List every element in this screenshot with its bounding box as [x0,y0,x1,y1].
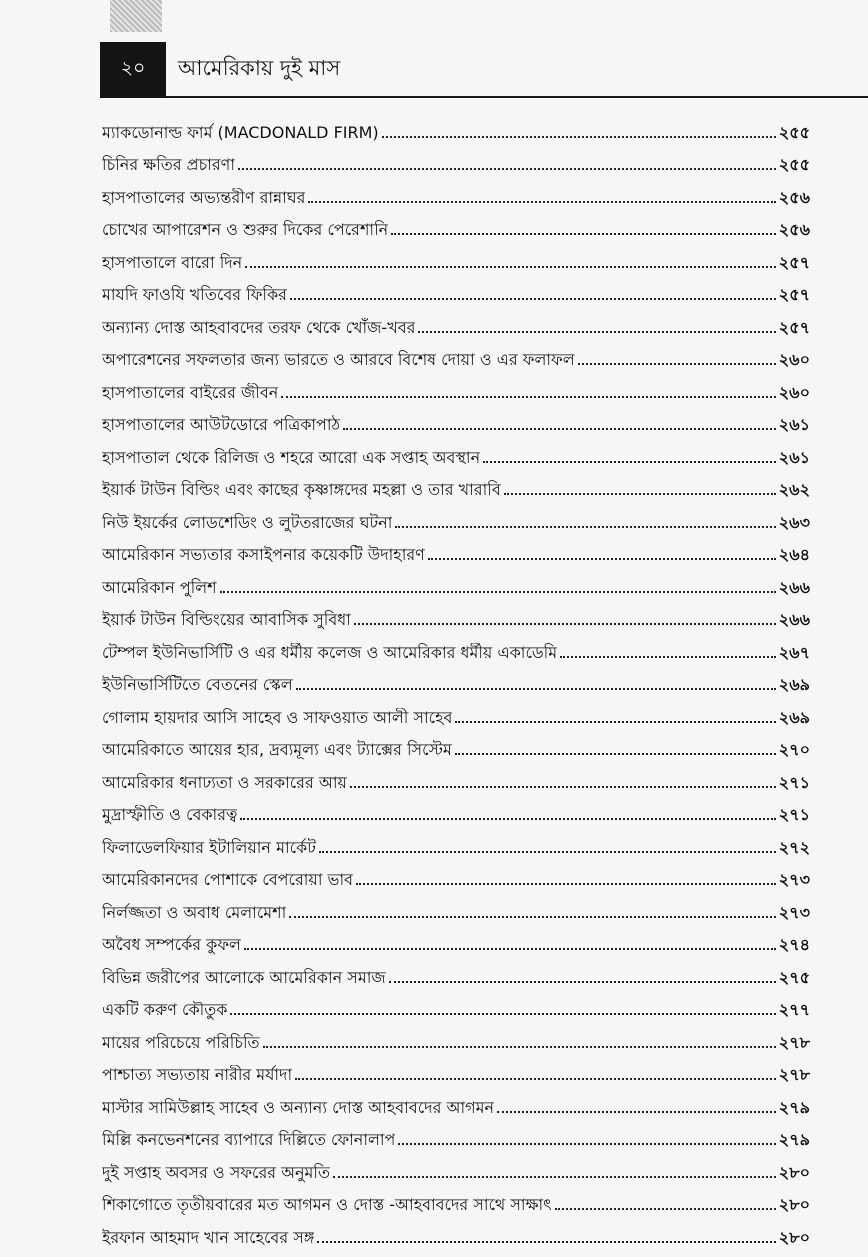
toc-entry-page: ২৮০ [778,1195,810,1214]
toc-entry-title: ইউনিভার্সিটিতে বেতনের স্কেল [102,675,293,694]
dot-leader [281,396,775,398]
toc-entry [102,598,810,631]
toc-entry-page: ২৬৭ [778,642,810,662]
toc-entry-page: ২৫৭ [778,252,810,272]
toc-entry-title: গোলাম হায়দার আসি সাহেব ও সাফওয়াত আলী সাহেব [102,707,453,727]
toc-entry-title: আমেরিকান পুলিশ [102,577,217,597]
toc-entry-page: ২৫৫ [778,155,810,174]
dot-leader [333,1176,776,1178]
dot-leader [343,428,776,430]
page-header [100,42,868,98]
toc-entry-page: ২৬৬ [778,610,810,629]
toc-entry-title: মাস্টার সামিউল্লাহ সাহেব ও অন্যান্য দোস্ত আহবাবদের আগমন [102,1097,495,1117]
toc-entry-title: অন্যান্য দোস্ত আহবাবদের তরফ থেকে খোঁজ-খবর [102,317,416,337]
dot-leader [245,266,776,268]
toc-entry [102,565,810,598]
toc-entry-title: হাসপাতাল থেকে রিলিজ ও শহরে আরো এক সপ্তাহ অবস্থান [102,447,481,467]
toc-entry [102,1118,810,1151]
toc-entry-page: ২৬৯ [778,675,810,694]
dot-leader [244,948,776,950]
toc-entry [102,208,810,241]
dot-leader [354,623,776,625]
toc-entry-page: ২৭১ [778,805,810,824]
toc-entry [102,143,810,176]
toc-entry-page: ২৬১ [778,415,810,434]
toc-entry [102,923,810,956]
toc-entry [102,760,810,793]
toc-entry-page: ২৭৯ [778,1097,810,1117]
book-title: আমেরিকায় দুই মাস [178,56,341,80]
toc-entry [102,890,810,923]
toc-entry [102,695,810,728]
toc-entry-title: মায়ের পরিচেয়ে পরিচিতি [102,1032,260,1052]
toc-entry-title: চোখের আপারেশন ও শুরুর দিকের পেরেশানি [102,220,389,239]
dot-leader [319,851,776,853]
toc-entry-page: ২৫৬ [778,187,810,207]
dot-leader [398,1143,775,1145]
toc-entry-title: ম্যাকডোনাল্ড ফার্ম (MACDONALD FIRM) [102,122,379,142]
dot-leader [391,233,776,235]
toc-entry-title: দুই সপ্তাহ অবসর ও সফরের অনুমতি [102,1162,330,1182]
toc-entry-title: একটি করুণ কৌতুক [102,1000,228,1019]
toc-entry-page: ২৫৫ [778,122,810,142]
dot-leader [238,168,776,170]
dot-leader [483,461,776,463]
toc-entry [102,1085,810,1118]
toc-entry [102,1020,810,1053]
toc-entry [102,1215,810,1248]
toc-entry-page: ২৭০ [778,740,810,759]
toc-entry [102,825,810,858]
toc-entry-page: ২৭৭ [778,1000,810,1019]
dot-leader [560,656,776,658]
toc-entry [102,663,810,696]
toc-entry-page: ২৬১ [778,447,810,467]
toc-entry [102,630,810,663]
toc-entry-title: শিকাগোতে তৃতীয়বারের মত আগমন ও দোস্ত -আহবাবদের সাথে সাক্ষাৎ [102,1195,552,1214]
toc-entry-title: নিউ ইয়র্কের লোডশেডিং ও লুটতরাজের ঘটনা [102,512,393,532]
toc-entry [102,500,810,533]
toc-entry-page: ২৭২ [778,837,810,857]
dot-leader [382,136,776,138]
toc-entry-title: নির্লজ্জতা ও অবাধ মেলামেশা [102,902,287,922]
toc-entry-title: হাসপাতালের বাইরের জীবন [102,382,279,402]
toc-entry-title: অবৈধ সম্পর্কের কুফল [102,935,241,954]
toc-entry-page: ২৬০ [778,382,810,402]
toc-entry-title: আমেরিকার ধনাঢ্যতা ও সরকারের আয় [102,772,347,792]
toc-entry-page: ২৬৯ [778,707,810,727]
dot-leader [395,526,775,528]
toc-entry [102,175,810,208]
toc-entry [102,955,810,988]
dot-leader [497,1111,776,1113]
toc-entry-page: ২৫৭ [778,317,810,337]
toc-entry [102,793,810,826]
toc-entry [102,728,810,761]
dot-leader [418,331,775,333]
toc-entry-title: মুদ্রাস্ফীতি ও বেকারত্ব [102,805,238,824]
dot-leader [578,363,776,365]
dot-leader [504,493,776,495]
dot-leader [350,786,776,788]
toc-entry-title: আমেরিকাতে আয়ের হার, দ্রব্যমূল্য এবং ট্যাক্সের সিস্টেম [102,740,452,759]
dot-leader [428,558,776,560]
dot-leader [230,1013,775,1015]
toc-entry-page: ২৬৬ [778,577,810,597]
toc-entry-page: ২৮০ [778,1162,810,1182]
toc-entry-title: টেম্পল ইউনিভার্সিটি ও এর ধর্মীয় কলেজ ও আমেরিকার ধর্মীয় একাডেমি [102,642,558,662]
toc-entry-title: মিল্লি কনভেনশনের ব্যাপারে দিল্লিতে ফোনালাপ [102,1130,396,1149]
dot-leader [555,1208,776,1210]
toc-entry-page: ২৬৪ [778,545,810,564]
toc-entry [102,533,810,566]
scan-corner-mark [110,0,162,32]
dot-leader [290,298,776,300]
toc-entry-title: হাসপাতালের আউটডোরে পত্রিকাপাঠ [102,415,341,434]
toc-entry-page: ২৬২ [778,480,810,499]
toc-entry-page: ২৭৮ [778,1065,810,1084]
toc-entry-title: চিনির ক্ষতির প্রচারণা [102,155,235,174]
toc-entry-page: ২৭১ [778,772,810,792]
toc-entry-title: হাসপাতালে বারো দিন [102,252,243,272]
toc-entry-page: ২৭৩ [778,902,810,922]
toc-entry [102,338,810,371]
toc-entry [102,273,810,306]
toc-entry-page: ২৭৮ [778,1032,810,1052]
toc-entry [102,858,810,891]
toc-entry [102,1150,810,1183]
toc-entry-title: আমেরিকান সভ্যতার কসাইপনার কয়েকটি উদাহারণ [102,545,425,564]
dot-leader [289,916,776,918]
table-of-contents [102,110,810,1248]
toc-entry [102,1183,810,1216]
dot-leader [455,721,775,723]
toc-entry [102,110,810,143]
toc-entry-page: ২৬০ [778,350,810,369]
toc-entry [102,240,810,273]
dot-leader [220,591,776,593]
toc-entry-title: ফিলাডেলফিয়ার ইটালিয়ান মার্কেট [102,837,316,857]
dot-leader [308,201,775,203]
dot-leader [356,883,776,885]
toc-entry-page: ২৮০ [778,1227,810,1247]
dot-leader [240,818,775,820]
dot-leader [389,981,776,983]
toc-entry-title: পাশ্চাত্য সভ্যতায় নারীর মর্যাদা [102,1065,293,1084]
toc-entry-title: বিভিন্ন জরীপের আলোকে আমেরিকান সমাজ [102,967,386,987]
toc-entry-page: ২৭৩ [778,870,810,889]
page-number: ২০ [100,42,166,98]
toc-entry-title: হাসপাতালের অভ্যন্তরীণ রান্নাঘর [102,187,306,207]
toc-entry-title: ইয়ার্ক টাউন বিল্ডিংয়ের আবাসিক সুবিধা [102,610,351,629]
toc-entry [102,305,810,338]
dot-leader [317,1241,775,1243]
toc-entry-page: ২৬৩ [778,512,810,532]
toc-entry-title: ইয়ার্ক টাউন বিল্ডিং এবং কাছের কৃষ্ণাঙ্গদের মহল্লা ও তার খারাবি [102,480,501,499]
dot-leader [296,688,776,690]
toc-entry-page: ২৫৬ [778,220,810,239]
toc-entry [102,1053,810,1086]
toc-entry [102,370,810,403]
toc-entry [102,403,810,436]
dot-leader [455,753,776,755]
toc-entry-title: আমেরিকানদের পোশাকে বেপরোয়া ভাব [102,870,354,889]
dot-leader [295,1078,776,1080]
toc-entry [102,988,810,1021]
toc-entry-page: ২৭৫ [778,967,810,987]
toc-entry-page: ২৭৯ [778,1130,810,1149]
toc-entry [102,435,810,468]
dot-leader [263,1046,776,1048]
toc-entry-title: ইরফান আহমাদ খান সাহেবের সঙ্গ [102,1227,315,1247]
header-rule [166,96,868,98]
toc-entry-title: অপারেশনের সফলতার জন্য ভারতে ও আরবে বিশেষ দোয়া ও এর ফলাফল [102,350,575,369]
toc-entry [102,468,810,501]
toc-entry-title: মাযদি ফাওযি খতিবের ফিকির [102,285,287,304]
toc-entry-page: ২৫৭ [778,285,810,304]
toc-entry-page: ২৭৪ [778,935,810,954]
